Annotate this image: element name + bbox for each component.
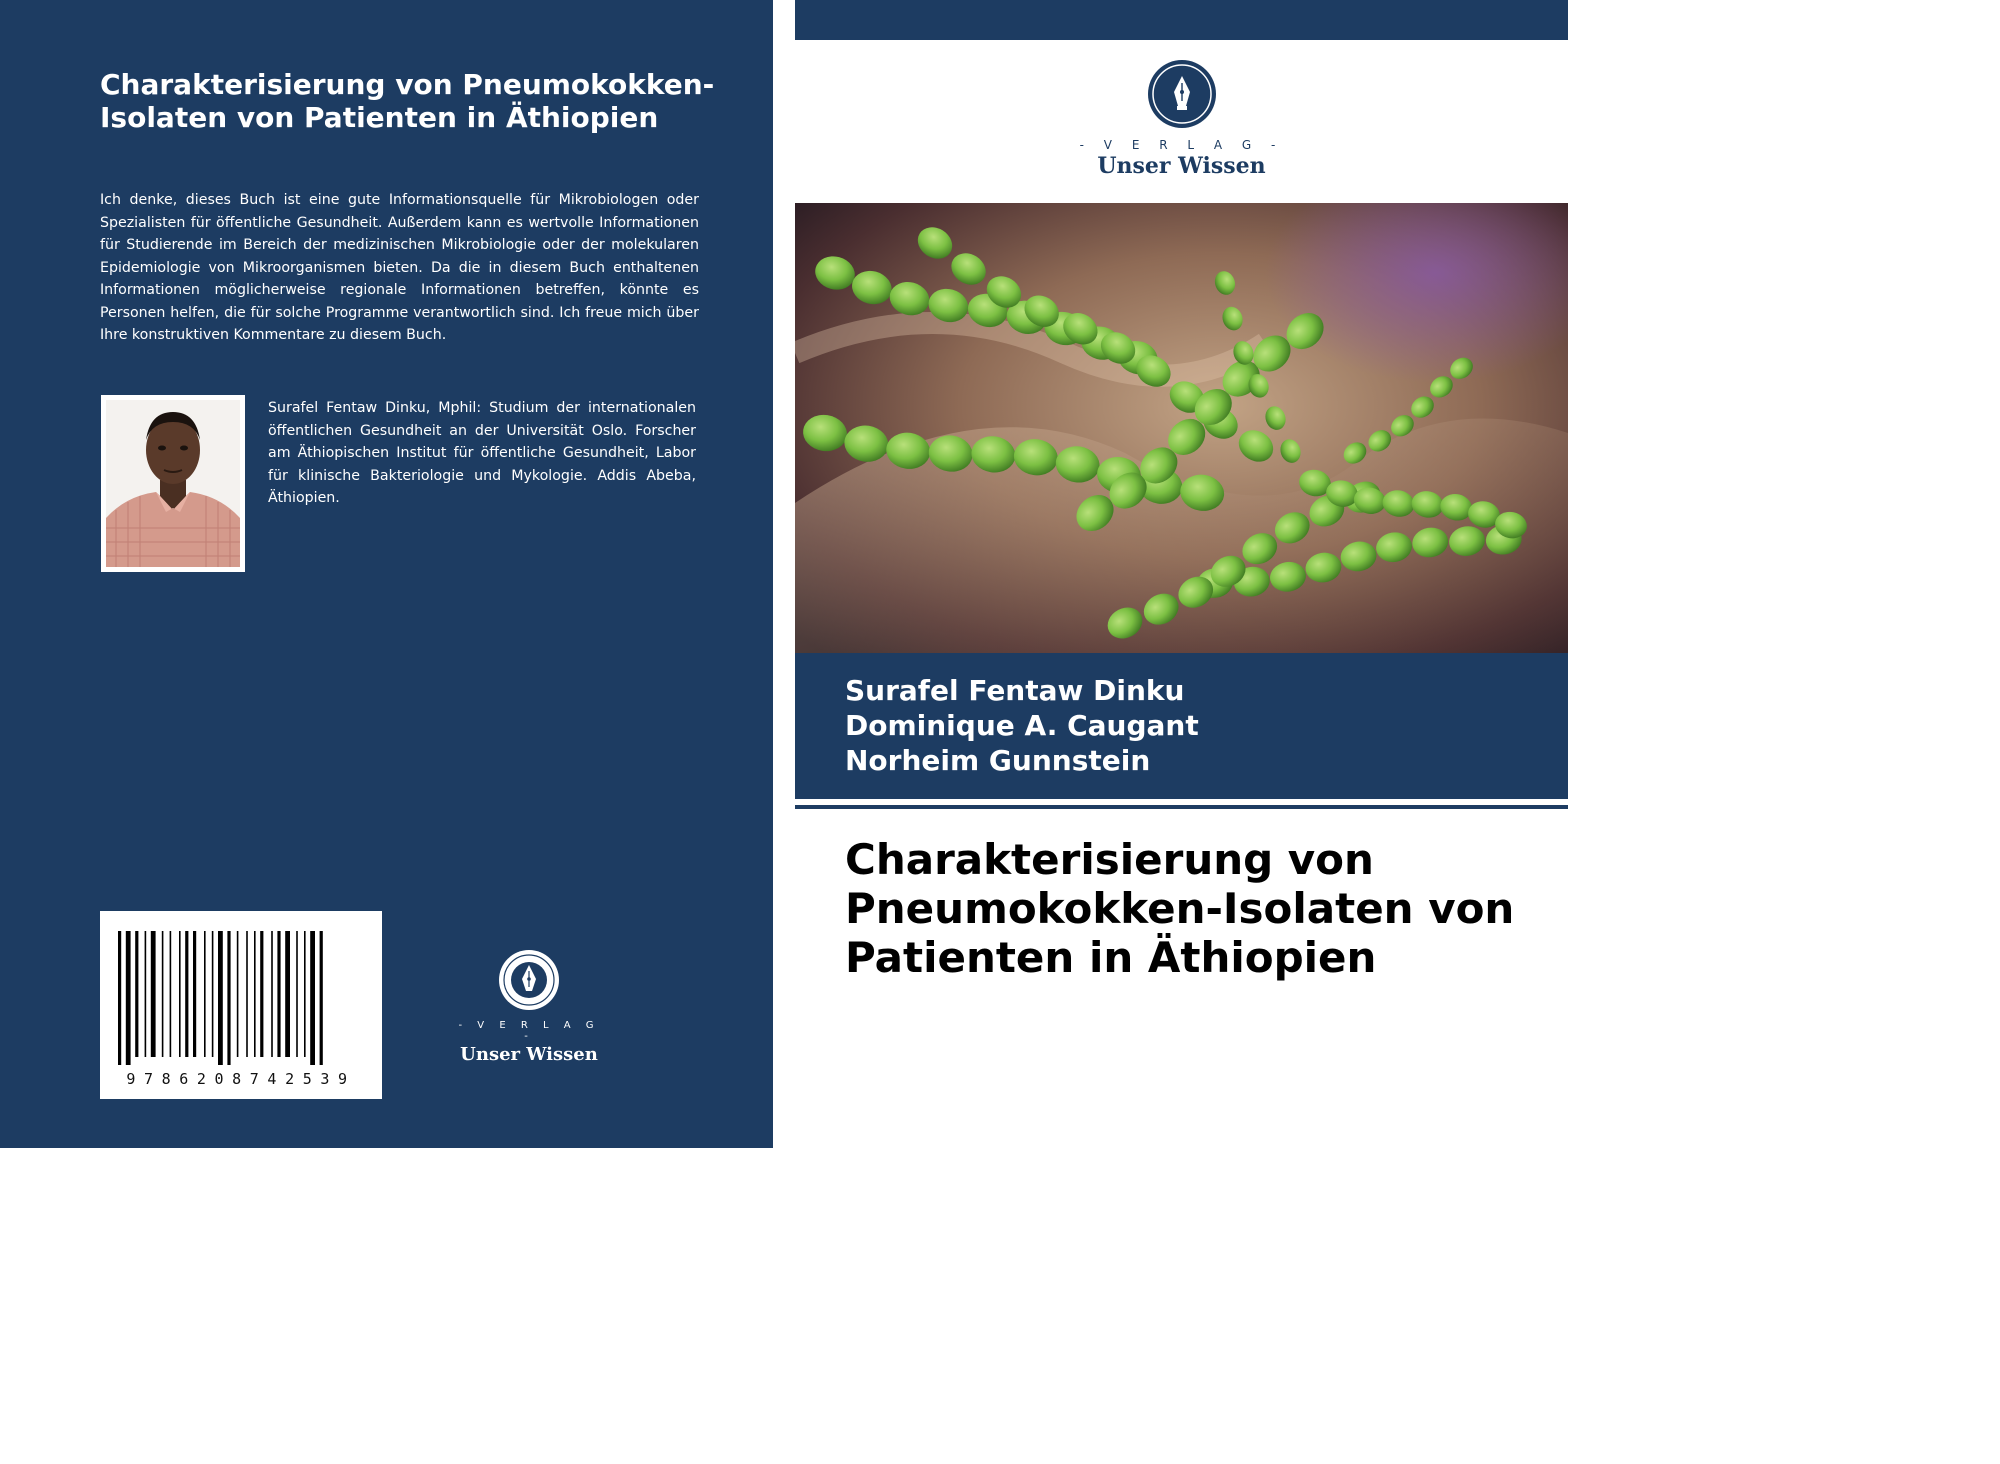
back-cover-title: Charakterisierung von Pneumokokken-Isolaten von Patienten in Äthiopien [100, 68, 715, 134]
back-logo-name: Unser Wissen [460, 1044, 598, 1065]
back-publisher-logo [452, 948, 606, 1065]
green-diplococci-bacteria-illustration [795, 203, 1568, 653]
front-logo-name: Unser Wissen [1097, 153, 1266, 179]
fountain-pen-nib-icon [497, 948, 561, 1012]
front-top-bar [795, 0, 1568, 40]
barcode-number: 9786208742539 [126, 1070, 356, 1088]
authors-band [795, 653, 1568, 799]
back-cover-blurb: Ich denke, dieses Buch ist eine gute Informationsquelle für Mikrobiologen oder Spezialisten für öffentliche Gesundheit. Außerdem kann es wertvolle Informationen für Studierende im Bereich der medizinischen Mikrobiologie oder der molekularen Epidemiologie von Mikroorganismen bieten. Da die in diesem Buch enthaltenen Informationen möglicherweise regionale Informationen betreffen, könnte es Personen helfen, die für solche Programme verantwortlich sind. Ich freue mich über Ihre konstruktiven Kommentare zu diesem Buch. [100, 192, 699, 343]
back-logo-verlag: - V E R L A G - [458, 1020, 600, 1042]
fountain-pen-nib-icon [1146, 58, 1218, 130]
front-cover [795, 0, 1568, 1148]
barcode-bars [100, 911, 382, 1071]
author-portrait-image [106, 400, 240, 567]
front-cover-title: Charakterisierung von Pneumokokken-Isolaten von Patienten in Äthiopien [845, 835, 1515, 982]
back-cover [0, 0, 773, 1148]
author-name-2: Dominique A. Caugant [845, 709, 1199, 742]
author-name-3: Norheim Gunnstein [845, 744, 1151, 777]
author-bio: Surafel Fentaw Dinku, Mphil: Studium der internationalen öffentlichen Gesundheit an der Universität Oslo. Forscher am Äthiopischen Institut für öffentliche Gesundheit, Labor für klinische Bakteriologie und Mykologie. Addis Abeba, Äthiopien. [268, 400, 696, 506]
cover-illustration [795, 203, 1568, 653]
author-photo [101, 395, 245, 572]
divider-line [795, 805, 1568, 809]
isbn-barcode [100, 911, 382, 1099]
author-name-1: Surafel Fentaw Dinku [845, 674, 1185, 707]
front-logo-verlag: - V E R L A G - [1079, 138, 1284, 152]
front-publisher-logo [795, 58, 1568, 179]
